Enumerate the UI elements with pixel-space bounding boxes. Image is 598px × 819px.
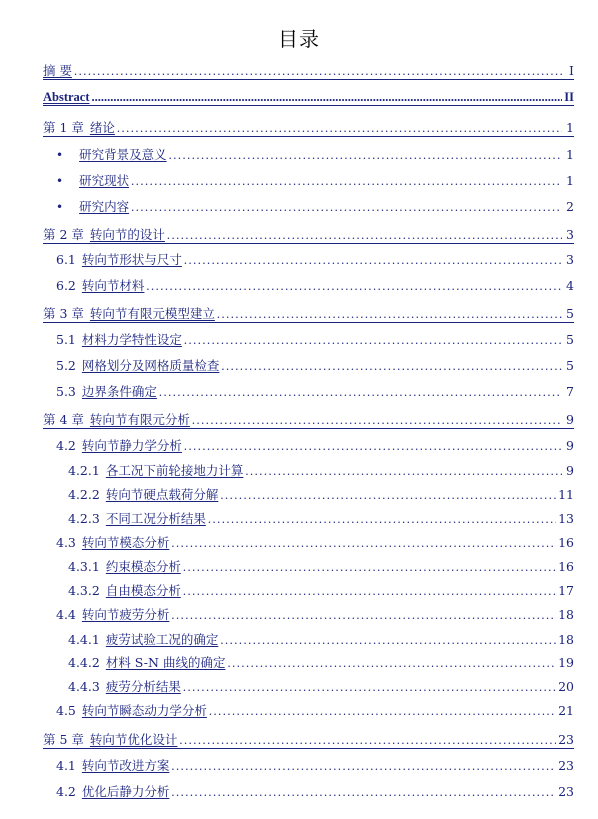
toc-entry-section[interactable]	[56, 700, 574, 718]
toc-entry-label: 疲劳试验工况的确定	[105, 632, 219, 647]
toc-entry-bullet-3[interactable]	[56, 196, 574, 214]
toc-entry-page: 23	[558, 784, 574, 799]
toc-leader-dots	[245, 464, 562, 478]
toc-entry-page: 18	[558, 607, 574, 622]
toc-leader-dots	[220, 633, 556, 647]
toc-entry-label: 转向节形状与尺寸	[81, 252, 182, 267]
toc-entry-number: 4.4.1	[68, 632, 100, 647]
toc-entry-page: 13	[558, 511, 574, 526]
toc-entry-page: 17	[558, 583, 574, 598]
toc-entry-number: 第 1 章	[43, 120, 84, 135]
toc-entry-number: 4.2.2	[68, 487, 100, 502]
toc-entry-page: 5	[566, 306, 574, 321]
toc-leader-dots	[209, 704, 556, 718]
toc-entry-page: I	[569, 63, 574, 78]
toc-leader-dots	[171, 759, 556, 773]
toc-entry-chapter-1[interactable]	[43, 117, 574, 137]
toc-entry-page: 3	[566, 252, 574, 267]
toc-entry-page: 1	[566, 173, 574, 188]
toc-entry-number: 4.4.3	[68, 679, 100, 694]
toc-leader-dots	[74, 64, 562, 78]
toc-entry-number: 4.3.1	[68, 559, 100, 574]
toc-entry-page: 5	[566, 332, 574, 347]
toc-entry-page: 19	[558, 655, 574, 670]
toc-entry-number: 4.3.2	[68, 583, 100, 598]
toc-entry-page: 3	[566, 227, 574, 242]
toc-entry-page: 9	[566, 463, 574, 478]
toc-entry-page: 1	[566, 120, 574, 135]
toc-entry-subsection[interactable]	[68, 580, 574, 598]
toc-entry-number: 5.3	[56, 384, 76, 399]
toc-entry-chapter-3[interactable]	[43, 303, 574, 323]
toc-entry-label: 转向节静力学分析	[81, 438, 182, 453]
toc-leader-dots	[221, 359, 562, 373]
toc-entry-number: 4.1	[56, 758, 76, 773]
toc-entry-label: 网格划分及网格质量检查	[81, 358, 220, 373]
toc-entry-page: 23	[558, 732, 574, 747]
toc-leader-dots	[167, 228, 562, 242]
toc-entry-abstract-cn[interactable]	[43, 60, 574, 80]
toc-entry-chapter-4[interactable]	[43, 409, 574, 429]
toc-entry-label: 转向节有限元模型建立	[89, 306, 215, 321]
toc-entry-number: 6.2	[56, 278, 76, 293]
toc-title: 目录	[278, 27, 320, 51]
toc-entry-section[interactable]	[56, 755, 574, 773]
toc-entry-number: 第 5 章	[43, 732, 84, 747]
toc-entry-label: 材料力学特性设定	[81, 332, 182, 347]
toc-entry-page: 2	[566, 199, 574, 214]
toc-entry-page: 11	[558, 487, 574, 502]
toc-entry-section[interactable]	[56, 435, 574, 453]
toc-leader-dots	[208, 512, 556, 526]
toc-leader-dots	[184, 333, 562, 347]
toc-leader-dots	[159, 385, 562, 399]
toc-entry-label: 转向节材料	[81, 278, 145, 293]
bullet-icon: •	[56, 200, 64, 214]
toc-leader-dots	[220, 488, 556, 502]
toc-entry-page: 21	[558, 703, 574, 718]
toc-entry-bullet-1[interactable]	[56, 144, 574, 162]
toc-entry-page: 20	[558, 679, 574, 694]
toc-entry-subsection[interactable]	[68, 484, 574, 502]
toc-entry-subsection[interactable]	[68, 676, 574, 694]
toc-entry-page: 18	[558, 632, 574, 647]
toc-entry-label: 各工况下前轮接地力计算	[105, 463, 244, 478]
toc-entry-number: 4.2.1	[68, 463, 100, 478]
toc-entry-page: 9	[566, 412, 574, 427]
toc-entry-abstract-en[interactable]	[43, 86, 574, 106]
toc-entry-label: 绪论	[89, 120, 115, 135]
toc-entry-label: 转向节优化设计	[89, 732, 178, 747]
toc-entry-label: Abstract	[43, 90, 90, 104]
toc-entry-label: 转向节模态分析	[81, 535, 170, 550]
toc-entry-section[interactable]	[56, 381, 574, 399]
toc-entry-label: 转向节瞬态动力学分析	[81, 703, 207, 718]
toc-entry-page: 9	[566, 438, 574, 453]
toc-entry-page: 1	[566, 147, 574, 162]
toc-entry-number: 6.1	[56, 252, 76, 267]
toc-entry-page: 5	[566, 358, 574, 373]
toc-entry-label: 不同工况分析结果	[105, 511, 206, 526]
toc-entry-subsection[interactable]	[68, 652, 574, 670]
toc-entry-label: 优化后静力分析	[81, 784, 170, 799]
toc-leader-dots	[169, 148, 562, 162]
toc-entry-number: 4.4.2	[68, 655, 100, 670]
toc-entry-page: 16	[558, 535, 574, 550]
toc-entry-number: 4.2	[56, 438, 76, 453]
toc-entry-page: 23	[558, 758, 574, 773]
toc-entry-page: 4	[566, 278, 574, 293]
toc-entry-label: 转向节疲劳分析	[81, 607, 170, 622]
toc-entry-label: 研究内容	[79, 199, 130, 214]
toc-leader-dots	[179, 733, 556, 747]
toc-leader-dots	[184, 439, 562, 453]
toc-entry-number: 第 2 章	[43, 227, 84, 242]
toc-leader-dots	[183, 560, 556, 574]
toc-entry-label: 边界条件确定	[81, 384, 157, 399]
toc-entry-label: 转向节的设计	[89, 227, 165, 242]
toc-entry-label: 转向节改进方案	[81, 758, 170, 773]
toc-entry-section[interactable]	[56, 275, 574, 293]
toc-leader-dots	[192, 413, 562, 427]
toc-entry-number: 4.2	[56, 784, 76, 799]
toc-entry-number: 5.2	[56, 358, 76, 373]
toc-leader-dots	[183, 584, 556, 598]
toc-entry-section[interactable]	[56, 249, 574, 267]
toc-leader-dots	[171, 785, 556, 799]
toc-entry-bullet-2[interactable]	[56, 170, 574, 188]
toc-entry-label: 转向节有限元分析	[89, 412, 190, 427]
toc-leader-dots	[184, 253, 562, 267]
toc-entry-label: 转向节硬点载荷分解	[105, 487, 219, 502]
toc-leader-dots	[131, 174, 562, 188]
toc-entry-label: 材料 S-N 曲线的确定	[105, 655, 226, 670]
toc-entry-page: 16	[558, 559, 574, 574]
toc-entry-section[interactable]	[56, 355, 574, 373]
toc-entry-number: 4.2.3	[68, 511, 100, 526]
toc-entry-label: 研究现状	[79, 173, 130, 188]
toc-entry-label: 约束模态分析	[105, 559, 181, 574]
toc-leader-dots	[217, 307, 562, 321]
bullet-icon: •	[56, 174, 64, 188]
toc-leader-dots	[117, 121, 562, 135]
toc-entry-label: 自由模态分析	[105, 583, 181, 598]
toc-leader-dots	[183, 680, 556, 694]
toc-entry-number: 4.3	[56, 535, 76, 550]
toc-entry-number: 4.5	[56, 703, 76, 718]
toc-entry-subsection[interactable]	[68, 629, 574, 647]
toc-leader-dots	[146, 279, 562, 293]
toc-entry-section[interactable]	[56, 781, 574, 799]
toc-leader-dots	[227, 656, 556, 670]
toc-entry-subsection[interactable]	[68, 460, 574, 478]
toc-entry-section[interactable]	[56, 329, 574, 347]
toc-entry-number: 5.1	[56, 332, 76, 347]
toc-leader-dots	[171, 608, 556, 622]
toc-entry-chapter-2[interactable]	[43, 224, 574, 244]
toc-leader-dots	[131, 200, 562, 214]
toc-entry-number: 第 4 章	[43, 412, 84, 427]
toc-entry-number: 第 3 章	[43, 306, 84, 321]
toc-entry-label: 摘 要	[43, 63, 72, 78]
toc-entry-label: 疲劳分析结果	[105, 679, 181, 694]
toc-entry-page: 7	[566, 384, 574, 399]
toc-entry-chapter-5[interactable]	[43, 729, 574, 749]
toc-leader-dots	[92, 90, 562, 104]
toc-leader-dots	[171, 536, 556, 550]
bullet-icon: •	[56, 148, 64, 162]
toc-entry-page: II	[564, 90, 574, 104]
toc-entry-subsection[interactable]	[68, 556, 574, 574]
toc-entry-subsection[interactable]	[68, 508, 574, 526]
toc-entry-label: 研究背景及意义	[79, 147, 167, 162]
toc-entry-number: 4.4	[56, 607, 76, 622]
toc-entry-section[interactable]	[56, 604, 574, 622]
toc-entry-section[interactable]	[56, 532, 574, 550]
